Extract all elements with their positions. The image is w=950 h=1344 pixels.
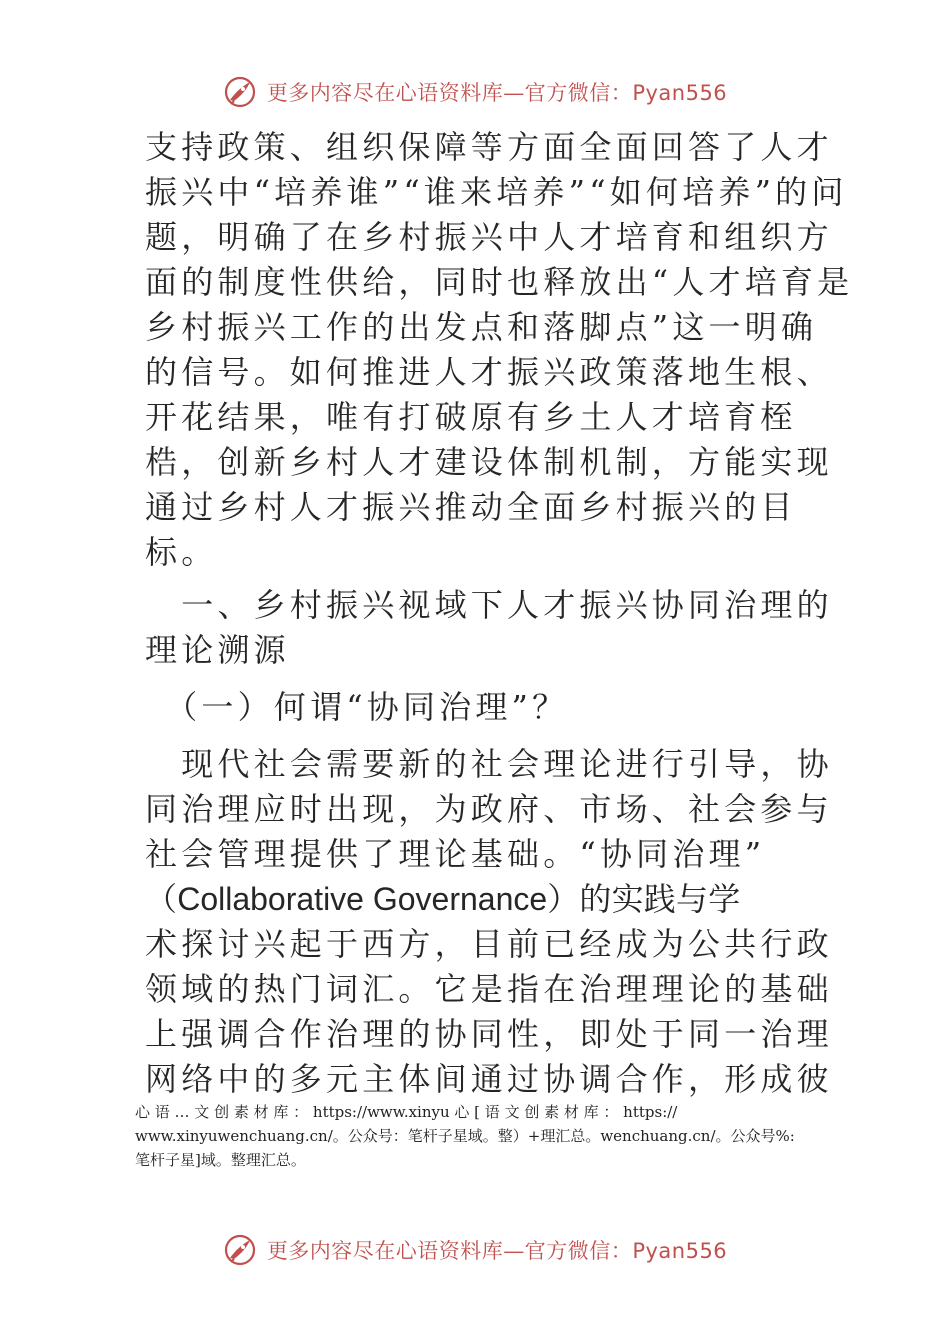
document-body	[145, 125, 854, 1102]
header-banner	[0, 70, 950, 114]
body-line: 梏，创新乡村人才建设体制机制，方能实现	[145, 443, 833, 481]
banner-text: 更多内容尽在心语资料库—官方微信：Pyan556	[266, 81, 728, 105]
footer-note-line: 笔杆子星]域。整理汇总。	[135, 1151, 306, 1169]
body-line: 领域的热门词汇。它是指在治理理论的基础	[145, 970, 833, 1008]
body-line: 社会管理提供了理论基础。“协同治理”	[145, 835, 766, 873]
body-line: 网络中的多元主体间通过协调合作，形成彼	[145, 1060, 833, 1098]
body-line-latin: （Collaborative Governance）的实践与学	[145, 880, 741, 918]
body-line: 振兴中“培养谁”“谁来培养”“如何培养”的问	[145, 173, 848, 211]
footer-note-line: www.xinyuwenchuang.cn/。公众号：笔杆子星域。整）+理汇总。wenchuang.cn/。公众号%:	[135, 1127, 795, 1145]
sub-heading: （一）何谓“协同治理”？	[145, 688, 569, 726]
body-line: 面的制度性供给，同时也释放出“人才培育是	[145, 263, 854, 301]
pen-nib-logo-icon	[223, 1233, 257, 1267]
footer-watermark-note	[135, 1100, 835, 1172]
body-line: 通过乡村人才振兴推动全面乡村振兴的目	[145, 488, 797, 526]
body-line: 乡村振兴工作的出发点和落脚点”这一明确	[145, 308, 818, 346]
footer-banner	[0, 1228, 950, 1272]
body-line: 现代社会需要新的社会理论进行引导，协	[145, 745, 833, 783]
body-line: 题，明确了在乡村振兴中人才培育和组织方	[145, 218, 833, 256]
body-line: 同治理应时出现，为政府、市场、社会参与	[145, 790, 833, 828]
body-line: 支持政策、组织保障等方面全面回答了人才	[145, 128, 833, 166]
body-line: 标。	[145, 533, 218, 571]
english-term: Collaborative Governance	[177, 881, 548, 917]
banner-text: 更多内容尽在心语资料库—官方微信：Pyan556	[266, 1239, 728, 1263]
body-line: 术探讨兴起于西方，目前已经成为公共行政	[145, 925, 833, 963]
body-line: 开花结果，唯有打破原有乡土人才培育桎	[145, 398, 797, 436]
section-heading-line: 一、乡村振兴视域下人才振兴协同治理的	[145, 586, 833, 624]
body-line: 的信号。如何推进人才振兴政策落地生根、	[145, 353, 833, 391]
body-line: 上强调合作治理的协同性，即处于同一治理	[145, 1015, 833, 1053]
pen-nib-logo-icon	[223, 75, 257, 109]
section-heading-line: 理论溯源	[145, 631, 290, 669]
footer-note-line: 心 语 … 文 创 素 材 库 ： https://www.xinyu 心 [ 语 文 创 素 材 库 ： https://	[135, 1103, 678, 1121]
